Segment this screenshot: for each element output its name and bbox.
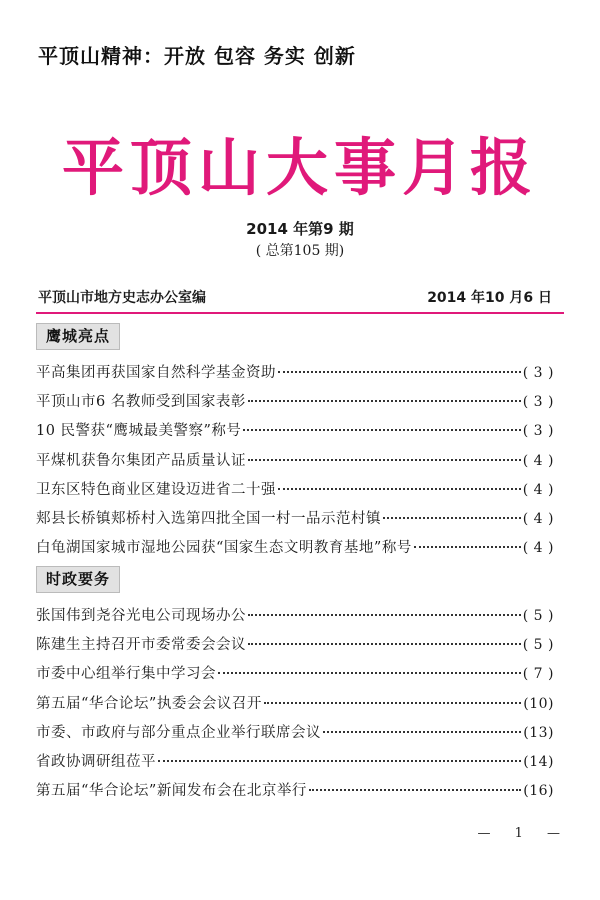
toc-entry-page: ( 4 ) (522, 481, 554, 498)
toc-entry-title: 白龟湖国家城市湿地公园获“国家生态文明教育基地”称号 (36, 540, 412, 557)
motto: 平顶山精神：开放 包容 务实 创新 (38, 44, 356, 68)
toc-leader-dots (383, 516, 521, 519)
toc-entry[interactable] (36, 476, 554, 505)
toc-leader-dots (309, 788, 521, 791)
toc-leader-dots (248, 399, 521, 402)
toc-leader-dots (264, 701, 521, 704)
toc-entry[interactable] (36, 505, 554, 534)
toc-entry-page: (14) (523, 753, 554, 770)
toc-leader-dots (248, 642, 521, 645)
toc-list-politics (36, 602, 554, 806)
toc-entry-page: (16) (523, 783, 554, 800)
toc-entry-title: 平高集团再获国家自然科学基金资助 (36, 365, 276, 381)
toc-entry[interactable] (36, 447, 554, 476)
toc-entry-title: 第五届“华合论坛”执委会会议召开 (36, 695, 262, 712)
toc-entry[interactable] (36, 417, 554, 446)
toc-entry[interactable] (36, 534, 554, 563)
publish-date: 2014 年10 月6 日 (427, 290, 552, 306)
toc-list-highlights (36, 359, 554, 563)
toc-entry-title: 市委中心组举行集中学习会 (36, 666, 216, 683)
toc-entry-page: (13) (523, 724, 554, 741)
toc-entry-title: 郏县长桥镇郏桥村入选第四批全国一村一品示范村镇 (36, 510, 381, 527)
toc-entry-page: ( 5 ) (522, 608, 554, 624)
toc-entry-title: 卫东区特色商业区建设迈进省二十强 (36, 481, 276, 498)
toc-leader-dots (278, 370, 521, 373)
toc-entry[interactable] (36, 690, 554, 719)
toc-entry[interactable] (36, 748, 554, 777)
toc-leader-dots (248, 613, 521, 616)
toc-entry-page: ( 4 ) (522, 452, 554, 469)
header-rule (36, 312, 564, 314)
toc-entry-title: 省政协调研组莅平 (36, 753, 156, 770)
section-heading-politics: 时政要务 (36, 566, 120, 593)
toc-entry[interactable] (36, 777, 554, 806)
toc-entry-page: ( 3 ) (522, 423, 554, 440)
page-number: — 1 — (477, 826, 570, 841)
toc-entry-page: ( 4 ) (522, 540, 554, 557)
issue-number: 2014 年第9 期 (246, 220, 354, 238)
toc-entry-title: 第五届“华合论坛”新闻发布会在北京举行 (36, 783, 307, 800)
toc-leader-dots (414, 545, 521, 548)
toc-entry-page: ( 3 ) (522, 394, 554, 411)
toc-entry-page: (10) (523, 695, 554, 712)
toc-entry-page: ( 5 ) (522, 637, 554, 654)
toc-entry-title: 平煤机获鲁尔集团产品质量认证 (36, 452, 246, 469)
toc-entry[interactable] (36, 388, 554, 417)
toc-leader-dots (218, 671, 521, 674)
toc-entry[interactable] (36, 602, 554, 631)
toc-entry[interactable] (36, 660, 554, 689)
toc-leader-dots (158, 759, 521, 762)
section-heading-highlights: 鹰城亮点 (36, 323, 120, 350)
toc-leader-dots (278, 487, 521, 490)
toc-entry-title: 10 民警获“鹰城最美警察”称号 (36, 423, 242, 440)
toc-leader-dots (243, 428, 520, 431)
toc-entry-page: ( 3 ) (522, 365, 554, 381)
issue-total: ( 总第105 期) (255, 243, 345, 259)
toc-entry[interactable] (36, 359, 554, 388)
toc-entry-page: ( 7 ) (522, 666, 554, 683)
page-title: 平顶山大事月报 (61, 131, 538, 204)
editor-line: 平顶山市地方史志办公室编 (38, 290, 206, 306)
toc-entry-title: 平顶山市6 名教师受到国家表彰 (36, 394, 246, 411)
toc-entry[interactable] (36, 719, 554, 748)
toc-entry-page: ( 4 ) (522, 510, 554, 527)
toc-entry[interactable] (36, 631, 554, 660)
toc-leader-dots (323, 730, 521, 733)
toc-entry-title: 陈建生主持召开市委常委会会议 (36, 637, 246, 654)
toc-entry-title: 市委、市政府与部分重点企业举行联席会议 (36, 724, 321, 741)
toc-leader-dots (248, 458, 521, 461)
toc-entry-title: 张国伟到尧谷光电公司现场办公 (36, 608, 246, 624)
